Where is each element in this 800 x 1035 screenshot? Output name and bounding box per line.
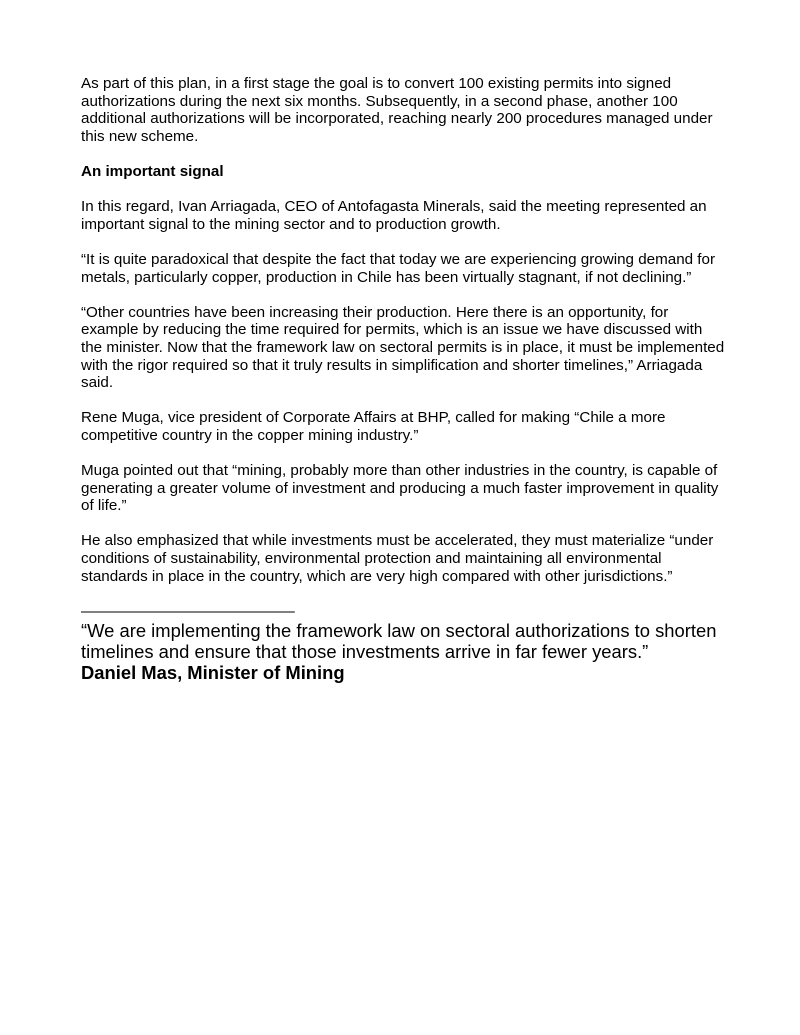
pull-quote-attribution: Daniel Mas, Minister of Mining	[81, 662, 345, 684]
paragraph-arriagada-quote-2: “Other countries have been increasing their production. Here there is an opportunity, for example by reducing the time required for permits, which is an issue we have discussed with the minister. Now that the framework law on sectoral permits is in place, it must be implemented with the rigor required so that it truly results in simplification and shorter timelines,” Arriagada said.	[81, 303, 725, 392]
section-heading: An important signal	[81, 162, 224, 180]
paragraph-plan-stages: As part of this plan, in a first stage the goal is to convert 100 existing permits into signed authorizations during the next six months. Subsequently, in a second phase, another 100 additional authorizations will be incorporated, reaching nearly 200 procedures managed under this new scheme.	[81, 75, 713, 145]
paragraph-arriagada-intro: In this regard, Ivan Arriagada, CEO of Antofagasta Minerals, said the meeting represented an important signal to the mining sector and to production growth.	[81, 198, 707, 233]
paragraph-arriagada-quote-1: “It is quite paradoxical that despite the fact that today we are experiencing growing demand for metals, particularly copper, production in Chile has been virtually stagnant, if not declining.”	[81, 250, 716, 286]
separator-line: ———————————————	[81, 602, 294, 620]
pull-quote: “We are implementing the framework law on sectoral authorizations to shorten timelines and ensure that those investments arrive in far fewer years.”	[81, 620, 717, 663]
document-page	[81, 75, 726, 683]
paragraph-muga-quote: Muga pointed out that “mining, probably more than other industries in the country, is capable of generating a greater volume of investment and producing a much faster improvement in quality of life.”	[81, 462, 719, 515]
paragraph-muga-intro: Rene Muga, vice president of Corporate Affairs at BHP, called for making “Chile a more competitive country in the copper mining industry.”	[81, 409, 666, 444]
paragraph-muga-emphasis: He also emphasized that while investments must be accelerated, they must materialize “under conditions of sustainability, environmental protection and maintaining all environmental standards in place in the country, which are very high compared with other jurisdictions.”	[81, 532, 714, 585]
